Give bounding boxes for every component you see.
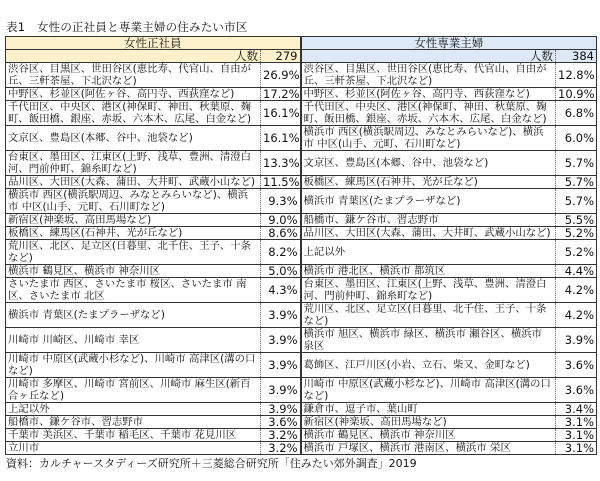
right-percentage: 5.2% xyxy=(556,227,597,240)
count-value: 279 xyxy=(261,50,301,63)
right-area-name: 鎌倉市、逗子市、葉山町 xyxy=(301,403,556,416)
left-area-name: 新宿区(神楽坂、高田馬場など) xyxy=(6,214,261,227)
left-area-name: 船橋市、鎌ケ谷市、習志野市 xyxy=(6,416,261,429)
right-area-name: 荒川区、北区、足立区(日暮里、北千住、王子、十条など) xyxy=(301,303,556,328)
table-row xyxy=(6,403,597,416)
table-row xyxy=(6,214,597,227)
left-area-name: 横浜市 西区(横浜駅周辺、みなとみらいなど)、横浜市 中区(山手、元町、石川町など) xyxy=(6,189,261,214)
table-row xyxy=(6,240,597,265)
table-row xyxy=(6,278,597,303)
right-percentage: 5.2% xyxy=(556,240,597,265)
left-percentage: 8.6% xyxy=(261,227,301,240)
right-area-name: 横浜市 旭区、横浜市 緑区、横浜市 瀬谷区、横浜市 泉区 xyxy=(301,328,556,353)
right-percentage: 3.1% xyxy=(556,442,597,455)
right-area-name: 中野区、杉並区(阿佐ヶ谷、高円寺、西荻窪など) xyxy=(301,88,556,101)
right-percentage: 5.7% xyxy=(556,189,597,214)
right-area-name: 板橋区、練馬区(石神井、光が丘など) xyxy=(301,176,556,189)
right-percentage: 10.9% xyxy=(556,88,597,101)
left-area-name: 板橋区、練馬区(石神井、光が丘など) xyxy=(6,227,261,240)
left-percentage: 13.3% xyxy=(261,151,301,176)
left-area-name: 上記以外 xyxy=(6,403,261,416)
right-percentage: 3.9% xyxy=(556,328,597,353)
left-percentage: 26.9% xyxy=(261,63,301,88)
header-full-time-women: 女性正社員 xyxy=(6,37,301,50)
left-area-name: 川崎市 川崎区、川崎市 幸区 xyxy=(6,328,261,353)
left-percentage: 9.0% xyxy=(261,214,301,227)
right-percentage: 4.2% xyxy=(556,278,597,303)
left-percentage: 3.9% xyxy=(261,403,301,416)
left-percentage: 3.9% xyxy=(261,353,301,378)
table-row xyxy=(6,189,597,214)
left-percentage: 4.3% xyxy=(261,278,301,303)
left-percentage: 16.1% xyxy=(261,101,301,126)
left-percentage: 3.9% xyxy=(261,303,301,328)
source-note: 資料：カルチャースタディーズ研究所＋三菱総合研究所「住みたい郊外調査」2019 xyxy=(6,457,417,470)
left-area-name: 横浜市 鶴見区、横浜市 神奈川区 xyxy=(6,265,261,278)
right-area-name: 葛飾区、江戸川区(小岩、立石、柴又、金町など) xyxy=(301,353,556,378)
right-percentage: 3.1% xyxy=(556,416,597,429)
right-percentage: 6.8% xyxy=(556,101,597,126)
table-row xyxy=(6,176,597,189)
table-row xyxy=(6,63,597,88)
left-area-name: 千代田区、中央区、港区(神保町、神田、秋葉原、麹町、飯田橋、銀座、赤坂、六本木、広尾、白金など) xyxy=(6,101,261,126)
table-row xyxy=(6,101,597,126)
left-area-name: 文京区、豊島区(本郷、谷中、池袋など) xyxy=(6,126,261,151)
left-percentage: 3.6% xyxy=(261,416,301,429)
right-area-name: 千代田区、中央区、港区(神保町、神田、秋葉原、麹町、飯田橋、銀座、赤坂、六本木、広尾、白金など) xyxy=(301,101,556,126)
right-area-name: 新宿区(神楽坂、高田馬場など) xyxy=(301,416,556,429)
ranking-table xyxy=(5,36,597,455)
right-area-name: 川崎市 中原区(武蔵小杉など)、川崎市 高津区(溝の口など) xyxy=(301,378,556,403)
right-percentage: 3.6% xyxy=(556,378,597,403)
table-row xyxy=(6,265,597,278)
left-percentage: 8.2% xyxy=(261,240,301,265)
table-row xyxy=(6,416,597,429)
left-percentage: 11.5% xyxy=(261,176,301,189)
right-area-name: 横浜市 戸塚区、横浜市 港南区、横浜市 栄区 xyxy=(301,442,556,455)
left-percentage: 9.3% xyxy=(261,189,301,214)
right-area-name: 横浜市 西区(横浜駅周辺、みなとみらいなど)、横浜市 中区(山手、元町、石川町など) xyxy=(301,126,556,151)
table-row xyxy=(6,353,597,378)
left-area-name: 荒川区、北区、足立区(日暮里、北千住、王子、十条など) xyxy=(6,240,261,265)
left-percentage: 3.9% xyxy=(261,378,301,403)
left-area-name: 川崎市 多摩区、川崎市 宮前区、川崎市 麻生区(新百合ヶ丘など) xyxy=(6,378,261,403)
right-percentage: 3.1% xyxy=(556,429,597,442)
left-percentage: 17.2% xyxy=(261,88,301,101)
right-percentage: 5.7% xyxy=(556,151,597,176)
left-percentage: 3.2% xyxy=(261,442,301,455)
left-area-name: 品川区、大田区(大森、蒲田、大井町、武蔵小山など) xyxy=(6,176,261,189)
left-area-name: 台東区、墨田区、江東区(上野、浅草、豊洲、清澄白河、門前仲町、錦糸町など) xyxy=(6,151,261,176)
right-percentage: 5.5% xyxy=(556,214,597,227)
right-area-name: 渋谷区、目黒区、世田谷区(恵比寿、代官山、自由が丘、三軒茶屋、下北沢など) xyxy=(301,63,556,88)
header-housewives: 女性専業主婦 xyxy=(301,37,597,50)
table-row xyxy=(6,126,597,151)
right-area-name: 品川区、大田区(大森、蒲田、大井町、武蔵小山など) xyxy=(301,227,556,240)
count-label: 人数 xyxy=(301,50,556,63)
left-area-name: 横浜市 青葉区(たまプラーザなど) xyxy=(6,303,261,328)
right-area-name: 船橋市、鎌ケ谷市、習志野市 xyxy=(301,214,556,227)
left-area-name: 中野区、杉並区(阿佐ヶ谷、高円寺、西荻窪など) xyxy=(6,88,261,101)
right-percentage: 5.7% xyxy=(556,176,597,189)
left-area-name: さいたま市 西区、さいたま市 桜区、さいたま市 南区、さいたま市 北区 xyxy=(6,278,261,303)
left-area-name: 千葉市 美浜区、千葉市 稲毛区、千葉市 花見川区 xyxy=(6,429,261,442)
count-label: 人数 xyxy=(6,50,261,63)
right-area-name: 横浜市 港北区、横浜市 都筑区 xyxy=(301,265,556,278)
right-area-name: 台東区、墨田区、江東区(上野、浅草、豊洲、清澄白河、門前仲町、錦糸町など) xyxy=(301,278,556,303)
table-row xyxy=(6,151,597,176)
right-percentage: 3.4% xyxy=(556,403,597,416)
right-percentage: 6.0% xyxy=(556,126,597,151)
left-percentage: 5.0% xyxy=(261,265,301,278)
right-area-name: 横浜市 鶴見区、横浜市 神奈川区 xyxy=(301,429,556,442)
left-percentage: 3.2% xyxy=(261,429,301,442)
table-row xyxy=(6,442,597,455)
right-percentage: 12.8% xyxy=(556,63,597,88)
right-percentage: 4.4% xyxy=(556,265,597,278)
right-percentage: 4.2% xyxy=(556,303,597,328)
left-percentage: 3.9% xyxy=(261,328,301,353)
right-area-name: 上記以外 xyxy=(301,240,556,265)
right-area-name: 横浜市 青葉区(たまプラーザなど) xyxy=(301,189,556,214)
table-row xyxy=(6,303,597,328)
left-area-name: 川崎市 中原区(武蔵小杉など)、川崎市 高津区(溝の口など) xyxy=(6,353,261,378)
table-row xyxy=(6,378,597,403)
table-row xyxy=(6,227,597,240)
left-area-name: 立川市 xyxy=(6,442,261,455)
table-row xyxy=(6,88,597,101)
table-row xyxy=(6,328,597,353)
left-area-name: 渋谷区、目黒区、世田谷区(恵比寿、代官山、自由が丘、三軒茶屋、下北沢など) xyxy=(6,63,261,88)
count-value: 384 xyxy=(556,50,597,63)
left-percentage: 16.1% xyxy=(261,126,301,151)
table-row xyxy=(6,429,597,442)
right-percentage: 3.6% xyxy=(556,353,597,378)
table-title: 表1 女性の正社員と専業主婦の住みたい市区 xyxy=(6,20,248,34)
right-area-name: 文京区、豊島区(本郷、谷中、池袋など) xyxy=(301,151,556,176)
